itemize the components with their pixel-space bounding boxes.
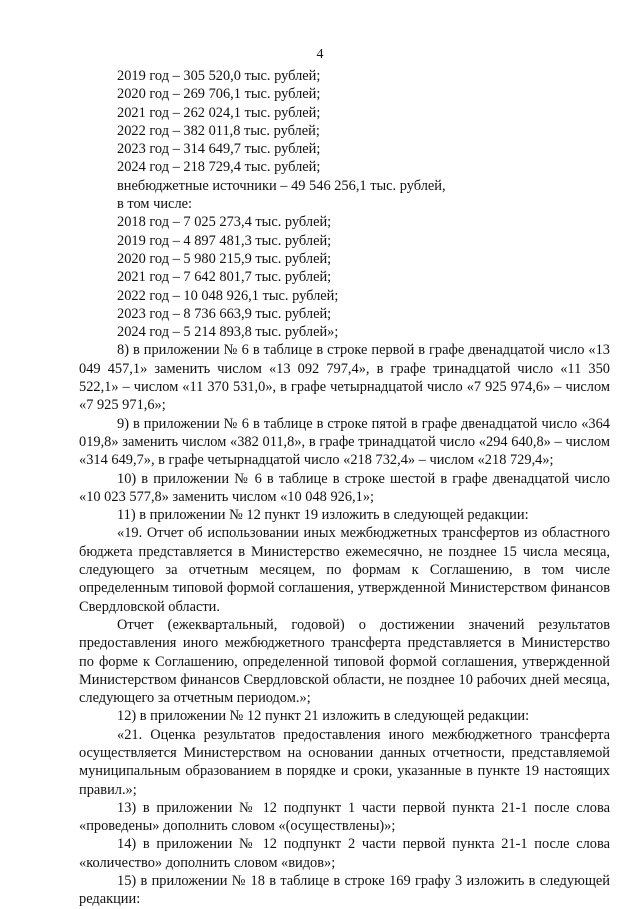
budget-year-line: 2024 год – 218 729,4 тыс. рублей;: [117, 159, 321, 176]
budget-year-line: 2020 год – 269 706,1 тыс. рублей;: [117, 86, 321, 103]
offbudget-year-line: 2020 год – 5 980 215,9 тыс. рублей;: [117, 250, 332, 267]
amendment-paragraph-14: 14) в приложении № 12 подпункт 2 части первой пункта 21-1 после слова «количество» дополнить словом «видов»;: [79, 836, 610, 871]
offbudget-year-line: 2021 год – 7 642 801,7 тыс. рублей;: [117, 269, 332, 286]
budget-year-line: 2021 год – 262 024,1 тыс. рублей;: [117, 104, 321, 121]
amendment-paragraph-13: 13) в приложении № 12 подпункт 1 части первой пункта 21-1 после слова «проведены» дополнить словом «(осуществлены)»;: [79, 799, 610, 835]
quoted-clause-21: «21. Оценка результатов предоставления иного межбюджетного трансферта осуществляется Министерством на основании данных отчетности, представляемой муниципальным образованием в порядке и сроки, указанные в пункте 19 настоящих правил.»;: [79, 726, 610, 798]
offbudget-year-line: 2018 год – 7 025 273,4 тыс. рублей;: [117, 214, 332, 231]
quoted-clause-19-report: Отчет (ежеквартальный, годовой) о достижении значений результатов предоставления иного межбюджетного трансферта представляется в Министерство по форме к Соглашению, определенной типовой формой соглашения, утвержденной Министерством финансов Свердловской области, не позднее 10 рабочих дней месяца, следующего за отчетным периодом.»;: [79, 616, 610, 707]
page-number: 4: [316, 47, 324, 62]
including-line: в том числе:: [117, 196, 193, 213]
offbudget-year-line: 2022 год – 10 048 926,1 тыс. рублей;: [117, 287, 339, 304]
offbudget-year-line: 2019 год – 4 897 481,3 тыс. рублей;: [117, 232, 332, 249]
amendment-paragraph-12: 12) в приложении № 12 пункт 21 изложить в следующей редакции:: [117, 708, 530, 725]
budget-year-line: 2019 год – 305 520,0 тыс. рублей;: [117, 68, 321, 84]
offbudget-year-line: 2023 год – 8 736 663,9 тыс. рублей;: [117, 305, 332, 322]
amendment-paragraph-11: 11) в приложении № 12 пункт 19 изложить в следующей редакции:: [117, 507, 529, 524]
offbudget-year-line: 2024 год – 5 214 893,8 тыс. рублей»;: [117, 324, 339, 341]
budget-year-list: [79, 67, 610, 177]
amendment-paragraph-9: 9) в приложении № 6 в таблице в строке пятой в графе двенадцатой число «364 019,8» заменить числом «382 011,8», в графе тринадцатой число «294 640,8» – числом «314 649,7», в графе четырнадцатой число «218 732,4» – числом «218 729,4»;: [79, 415, 610, 469]
amendment-paragraph-15: 15) в приложении № 18 в таблице в строке 169 графу 3 изложить в следующей редакции:: [79, 873, 610, 908]
amendment-paragraph-8: 8) в приложении № 6 в таблице в строке первой в графе двенадцатой число «13 049 457,1» заменить числом «13 092 797,4», в графе тринадцатой число «11 350 522,1» – числом «11 370 531,0», в графе четырнадцатой число «7 925 974,6» – числом «7 925 971,6»;: [79, 342, 610, 414]
budget-year-line: 2022 год – 382 011,8 тыс. рублей;: [117, 122, 320, 139]
budget-year-line: 2023 год – 314 649,7 тыс. рублей;: [117, 141, 321, 158]
offbudget-sources-line: внебюджетные источники – 49 546 256,1 тыс. рублей,: [117, 177, 446, 194]
offbudget-year-list: [79, 213, 610, 341]
quoted-clause-19: «19. Отчет об использовании иных межбюджетных трансфертов из областного бюджета представляется в Министерство ежемесячно, не позднее 15 числа месяца, следующего за отчетным месяцем, по формам к Соглашению, в том числе определенным типовой формой соглашения, утвержденной Министерством финансов Свердловской области.: [79, 525, 610, 615]
amendment-paragraph-10: 10) в приложении № 6 в таблице в строке шестой в графе двенадцатой число «10 023 577,8» заменить числом «10 048 926,1»;: [79, 470, 610, 505]
document-body: [79, 67, 610, 909]
